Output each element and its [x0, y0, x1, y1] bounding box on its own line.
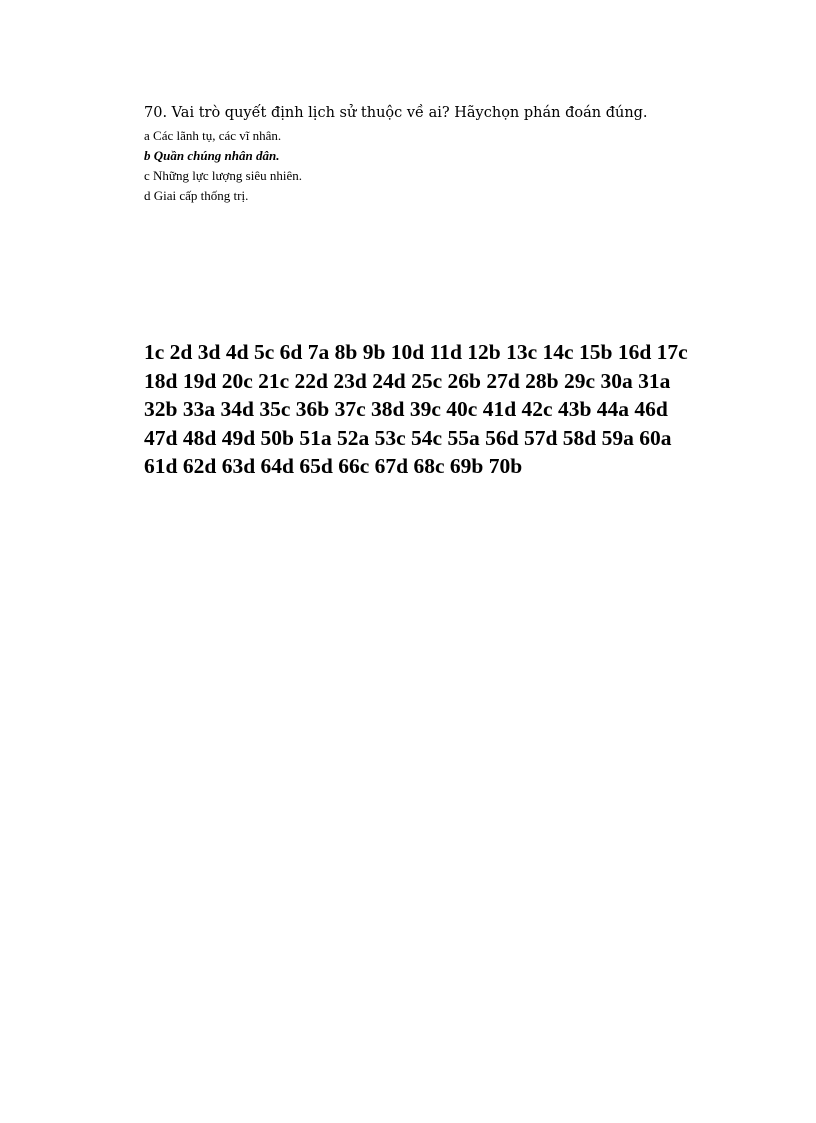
answer-item: 52a [337, 425, 370, 450]
answer-item: 5c [253, 340, 275, 364]
answer-item: 54c [411, 425, 443, 450]
answer-item: 35c [259, 397, 291, 421]
answer-item: 17c [656, 340, 688, 364]
answer-item: 31a [638, 368, 671, 393]
question-title: 70. Vai trò quyết định lịch sử thuộc về ai? Hãychọn phán đoán đúng. [144, 105, 648, 121]
answer-item: 28b [525, 368, 559, 393]
answer-item: 18d [144, 368, 178, 393]
answer-item: 59a [601, 425, 634, 450]
answer-item: 40c [446, 397, 478, 421]
answer-item: 46d [634, 397, 668, 421]
answer-item: 60a [639, 425, 672, 450]
answer-item: 66c [338, 454, 370, 478]
answer-item: 41d [482, 397, 517, 421]
option-d: d Giai cấp thống trị. [144, 188, 249, 203]
answer-item: 34d [220, 397, 254, 421]
answer-item: 63d [221, 454, 256, 478]
answer-item: 29c [564, 368, 596, 393]
answer-item: 44a [596, 397, 630, 421]
answer-item: 38d [371, 397, 405, 421]
answer-item: 58d [562, 425, 597, 450]
answer-item: 13c [506, 340, 538, 364]
answer-item: 42c [521, 397, 553, 421]
answer-item: 64d [260, 454, 294, 478]
answer-item: 19d [182, 368, 217, 393]
answer-item: 55a [447, 425, 480, 450]
answer-item: 2d [169, 340, 193, 364]
answer-item: 4d [225, 340, 249, 364]
answer-item: 12b [467, 340, 501, 364]
answer-item: 68c [413, 454, 445, 478]
answer-item: 26b [447, 368, 481, 393]
answer-item: 7a [307, 340, 330, 364]
answer-item: 1c [144, 340, 165, 364]
answer-item: 57d [523, 425, 558, 450]
answer-item: 15b [578, 340, 613, 364]
answer-item: 32b [144, 397, 178, 421]
answer-item: 6d [279, 340, 303, 364]
question-block [144, 102, 684, 206]
answer-item: 8b [334, 340, 358, 364]
answer-item: 37c [334, 397, 366, 421]
answer-item: 49d [221, 425, 256, 450]
answer-item: 23d [333, 368, 367, 393]
answer-item: 43b [557, 397, 592, 421]
answer-item: 62d [182, 454, 217, 478]
answer-item: 48d [182, 425, 217, 450]
answer-item: 67d [374, 454, 409, 478]
answer-item: 53c [374, 425, 406, 450]
answer-item: 22d [294, 368, 328, 393]
answer-item: 10d [390, 340, 425, 364]
answer-item: 69b [449, 454, 484, 478]
answer-item: 14c [542, 340, 574, 364]
answer-item: 9b [362, 340, 386, 364]
answer-item: 50b [260, 425, 294, 450]
option-b-correct: b Quần chúng nhân dân. [144, 148, 280, 163]
answer-key [144, 338, 704, 481]
answer-item: 33a [182, 397, 216, 421]
answer-item: 65d [299, 454, 333, 478]
answer-item: 20c [221, 368, 253, 393]
answer-item: 30a [600, 368, 633, 393]
answer-item: 21c [258, 368, 290, 393]
answer-item: 61d [144, 454, 178, 478]
answer-item: 47d [144, 425, 178, 450]
option-c: c Những lực lượng siêu nhiên. [144, 168, 302, 183]
answer-item: 70b [488, 454, 523, 478]
answer-item: 16d [617, 340, 652, 364]
answer-item: 36b [295, 397, 330, 421]
answer-item: 25c [411, 368, 443, 393]
answer-item: 51a [299, 425, 332, 450]
answer-item: 24d [372, 368, 406, 393]
option-a: a Các lãnh tụ, các vĩ nhân. [144, 128, 282, 143]
answer-item: 39c [409, 397, 441, 421]
answer-item: 11d [429, 340, 462, 364]
answer-item: 56d [485, 425, 519, 450]
answer-item: 27d [486, 368, 520, 393]
answer-item: 3d [197, 340, 221, 364]
